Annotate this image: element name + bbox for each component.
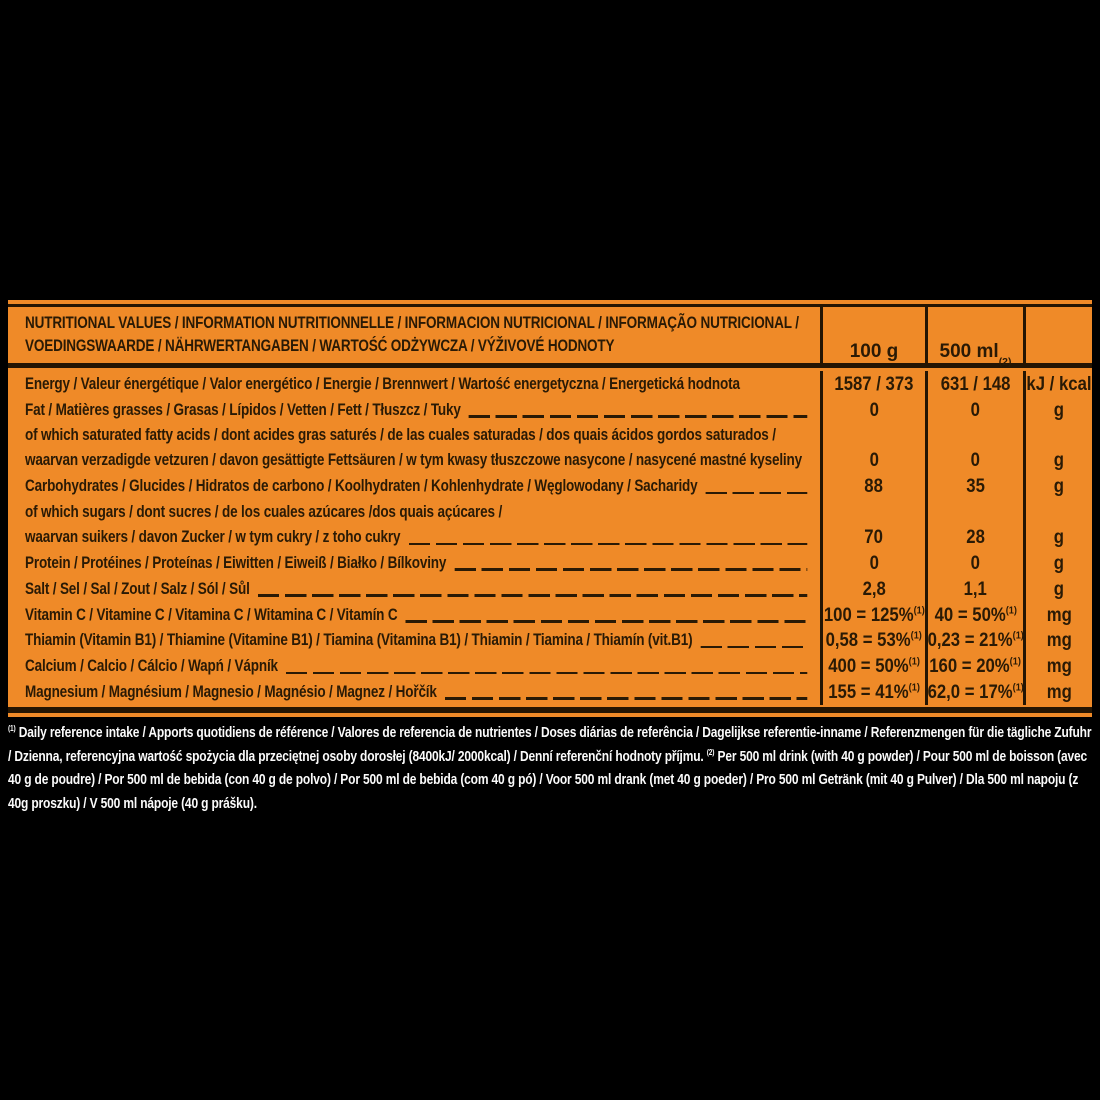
value-per-100g-text: 400 = 50% — [828, 656, 909, 678]
row-label-lines — [25, 398, 820, 423]
row-label-line — [25, 551, 820, 576]
table-row — [8, 371, 1092, 397]
row-label-line — [25, 500, 820, 525]
value-per-100g — [820, 550, 925, 576]
column-header-100g-label: 100 g — [849, 341, 899, 362]
row-label-lines — [25, 551, 820, 576]
value-unit-text: kJ / kcal — [1026, 373, 1092, 395]
row-label-lines — [25, 474, 820, 499]
row-label-text: waarvan verzadigde vetzuren / davon gesättigte Fettsäuren / w tym kwasy tłuszczowe nasycone / nasycené mastné kyseliny — [25, 451, 802, 470]
value-per-500ml — [925, 423, 1023, 474]
value-per-100g-text: 100 = 125% — [823, 604, 914, 626]
row-label — [8, 371, 820, 397]
table-row — [8, 473, 1092, 499]
value-unit — [1023, 550, 1092, 576]
row-label-line — [25, 628, 820, 653]
value-per-100g — [820, 499, 925, 550]
row-label — [8, 550, 820, 576]
row-label-text: Protein / Protéines / Proteínas / Eiwitten / Eiweiß / Białko / Bílkoviny — [25, 553, 447, 572]
dash-leader — [445, 697, 807, 700]
value-per-100g-text: 0 — [869, 552, 879, 574]
value-per-100g-text: 0 — [869, 450, 879, 472]
value-per-500ml — [925, 602, 1023, 628]
value-unit — [1023, 653, 1092, 679]
dash-leader — [258, 594, 807, 597]
nutrition-table — [8, 304, 1092, 713]
row-label — [8, 602, 820, 628]
row-label — [8, 653, 820, 679]
table-row — [8, 550, 1092, 576]
value-per-500ml-text: 1,1 — [963, 578, 988, 600]
value-per-500ml-text: 0,23 = 21% — [927, 630, 1013, 652]
table-header — [8, 307, 1092, 368]
row-label-line — [25, 654, 820, 679]
value-per-500ml — [925, 550, 1023, 576]
row-label — [8, 679, 820, 705]
footnote-ref-1-icon: (1) — [1012, 682, 1024, 694]
table-row — [8, 679, 1092, 705]
value-unit-text: mg — [1046, 630, 1072, 652]
value-per-500ml-text: 35 — [966, 476, 985, 498]
row-label — [8, 576, 820, 602]
dash-leader — [409, 543, 808, 546]
row-label-lines — [25, 603, 820, 628]
table-row — [8, 423, 1092, 474]
row-label — [8, 397, 820, 423]
row-label — [8, 473, 820, 499]
row-label-text: Salt / Sel / Sal / Zout / Salz / Sól / Sůl — [25, 579, 250, 598]
table-row — [8, 397, 1092, 423]
footnote-ref-1-icon: (1) — [908, 682, 920, 694]
row-label-text: waarvan suikers / davon Zucker / w tym cukry / z toho cukry — [25, 528, 401, 547]
footnote-ref-1-icon: (1) — [1005, 605, 1017, 617]
row-label-line — [25, 525, 820, 550]
row-label-line — [25, 680, 820, 705]
table-row — [8, 576, 1092, 602]
row-label-text: Carbohydrates / Glucides / Hidratos de carbono / Koolhydraten / Kohlenhydrate / Węglowodany / Sacharidy — [25, 477, 698, 496]
value-per-100g — [820, 602, 925, 628]
row-label-text: Fat / Matières grasses / Grasas / Lípidos / Vetten / Fett / Tłuszcz / Tuky — [25, 400, 461, 419]
row-label-line — [25, 398, 820, 423]
value-per-500ml-text: 160 = 20% — [929, 656, 1011, 678]
value-unit — [1023, 679, 1092, 705]
value-unit — [1023, 397, 1092, 423]
value-per-100g-text: 2,8 — [862, 578, 886, 600]
table-row — [8, 628, 1092, 654]
value-per-100g-text: 88 — [864, 476, 884, 498]
value-per-500ml-text: 631 / 148 — [940, 373, 1011, 395]
value-per-100g-text: 70 — [864, 527, 884, 549]
dash-leader — [286, 672, 807, 675]
header-title-line-2: VOEDINGSWAARDE / NÄHRWERTANGABEN / WARTOŚĆ ODŻYWCZA / VÝŽIVOVÉ HODNOTY — [25, 337, 615, 355]
value-per-500ml-text: 40 = 50% — [934, 604, 1006, 626]
value-unit — [1023, 576, 1092, 602]
value-unit-text: mg — [1046, 656, 1072, 678]
footnote-ref-1-icon: (1) — [913, 605, 925, 617]
footnote-marker: (1) — [8, 724, 16, 733]
value-per-500ml — [925, 628, 1023, 654]
footnote-ref-1-icon: (1) — [1012, 630, 1024, 642]
footnote-segment: Per 500 ml drink (with 40 g powder) / Pour 500 ml de boisson (avec 40 g de poudre) / Por 500 ml de bebida (con 40 g de polvo) / Por 500 ml de bebida (com 40 g pó) / Voor 500 ml drank (met 40 g poeder) / Pro 500 ml Getränk (mit 40 g Pulver) / Dla 500 ml napoju (z 40g proszku) / V 500 ml nápoje (40 g prášku). — [8, 747, 1088, 812]
row-label — [8, 423, 820, 474]
row-label-text: of which saturated fatty acids / dont acides gras saturés / de las cuales saturadas / dos quais ácidos gordos saturados / — [25, 426, 776, 445]
value-per-500ml — [925, 653, 1023, 679]
value-per-500ml — [925, 499, 1023, 550]
value-per-500ml-text: 0 — [970, 552, 981, 574]
dash-leader — [454, 568, 807, 571]
footnote-text — [8, 721, 1092, 815]
footnote-segment: Daily reference intake / Apports quotidiens de référence / Valores de referencia de nutrientes / Doses diárias de referência / Dagelijkse referentie-inname / Referenzmengen für die tägliche Zufuhr / Dzienna, referencyjna wartość spożycia dla przeciętnej osoby dorosłej (8400kJ/ 2000kcal) / Denní referenční hodnoty příjmu. — [8, 724, 1092, 765]
value-unit — [1023, 628, 1092, 654]
value-per-500ml-text: 0 — [970, 399, 981, 421]
table-row — [8, 499, 1092, 550]
column-header-500ml: 500 ml (2) — [925, 307, 1023, 363]
value-unit-text: g — [1053, 450, 1065, 472]
footnote-ref-1-icon: (1) — [1010, 656, 1022, 668]
table-row — [8, 602, 1092, 628]
row-label-line — [25, 372, 820, 397]
row-label-lines — [25, 680, 820, 705]
value-unit-text: g — [1053, 476, 1065, 498]
row-label-lines — [25, 372, 820, 397]
value-per-100g-text: 0 — [869, 399, 879, 421]
row-label-line — [25, 448, 820, 473]
value-per-100g — [820, 576, 925, 602]
value-per-100g — [820, 473, 925, 499]
value-unit-text: g — [1053, 578, 1065, 600]
row-label-text: of which sugars / dont sucres / de los cuales azúcares /dos quais açúcares / — [25, 503, 503, 522]
value-per-100g — [820, 628, 925, 654]
value-per-100g — [820, 653, 925, 679]
row-label-line — [25, 577, 820, 602]
row-label-lines — [25, 500, 820, 550]
row-label-line — [25, 474, 820, 499]
row-label-text: Magnesium / Magnésium / Magnesio / Magnésio / Magnez / Hořčík — [25, 682, 437, 701]
footnote-ref-1-icon: (1) — [910, 630, 923, 642]
dash-leader — [469, 415, 807, 418]
value-unit — [1023, 473, 1092, 499]
footnote-ref-1-icon: (1) — [908, 656, 920, 668]
row-label-line — [25, 423, 820, 448]
value-unit — [1023, 602, 1092, 628]
value-per-100g — [820, 679, 925, 705]
row-label-lines — [25, 628, 820, 653]
footnote — [8, 721, 1092, 815]
value-unit-text: g — [1053, 399, 1065, 421]
value-per-100g — [820, 397, 925, 423]
row-label — [8, 499, 820, 550]
value-per-100g-text: 155 = 41% — [828, 681, 909, 703]
nutrition-panel — [8, 300, 1092, 717]
header-title-cell — [8, 307, 820, 363]
dash-leader — [706, 492, 807, 495]
value-per-100g-text: 0,58 = 53% — [825, 630, 911, 652]
row-label-lines — [25, 577, 820, 602]
dash-leader — [406, 620, 808, 623]
value-unit-text: g — [1053, 552, 1065, 574]
value-per-500ml — [925, 576, 1023, 602]
value-unit-text: mg — [1046, 604, 1072, 626]
table-row — [8, 653, 1092, 679]
column-header-500ml-label: 500 ml — [939, 341, 999, 362]
row-label-lines — [25, 423, 820, 473]
value-per-500ml-text: 0 — [970, 450, 981, 472]
column-header-100g — [820, 307, 925, 363]
value-unit — [1023, 499, 1092, 550]
value-per-100g-text: 1587 / 373 — [834, 373, 914, 395]
row-label-text: Energy / Valeur énergétique / Valor energético / Energie / Brennwert / Wartość energetyczna / Energetická hodnota — [25, 374, 740, 393]
row-label-lines — [25, 654, 820, 679]
row-label-text: Thiamin (Vitamin B1) / Thiamine (Vitamine B1) / Tiamina (Vitamina B1) / Thiamin / Tiamina / Thiamín (vit.B1) — [25, 631, 693, 650]
value-unit — [1023, 371, 1092, 397]
value-per-500ml-text: 28 — [966, 527, 985, 549]
value-unit-text: mg — [1046, 681, 1072, 703]
value-per-100g — [820, 423, 925, 474]
row-label — [8, 628, 820, 654]
value-per-500ml — [925, 397, 1023, 423]
value-unit — [1023, 423, 1092, 474]
header-title-line-1: NUTRITIONAL VALUES / INFORMATION NUTRITIONNELLE / INFORMACION NUTRICIONAL / INFORMAÇÃO NUTRICIONAL / — [25, 314, 799, 332]
footnote-marker: (2) — [706, 747, 715, 757]
value-per-500ml — [925, 679, 1023, 705]
value-per-500ml — [925, 371, 1023, 397]
row-label-line — [25, 603, 820, 628]
dash-leader — [701, 646, 808, 649]
row-label-text: Calcium / Calcio / Cálcio / Wapń / Vápník — [25, 657, 278, 676]
row-label-text: Vitamin C / Vitamine C / Vitamina C / Witamina C / Vitamín C — [25, 605, 398, 624]
value-unit-text: g — [1053, 527, 1065, 549]
value-per-500ml — [925, 473, 1023, 499]
table-body — [8, 368, 1092, 707]
header-title — [25, 312, 799, 358]
column-header-unit — [1023, 307, 1092, 363]
value-per-500ml-text: 62,0 = 17% — [927, 681, 1013, 703]
value-per-100g — [820, 371, 925, 397]
